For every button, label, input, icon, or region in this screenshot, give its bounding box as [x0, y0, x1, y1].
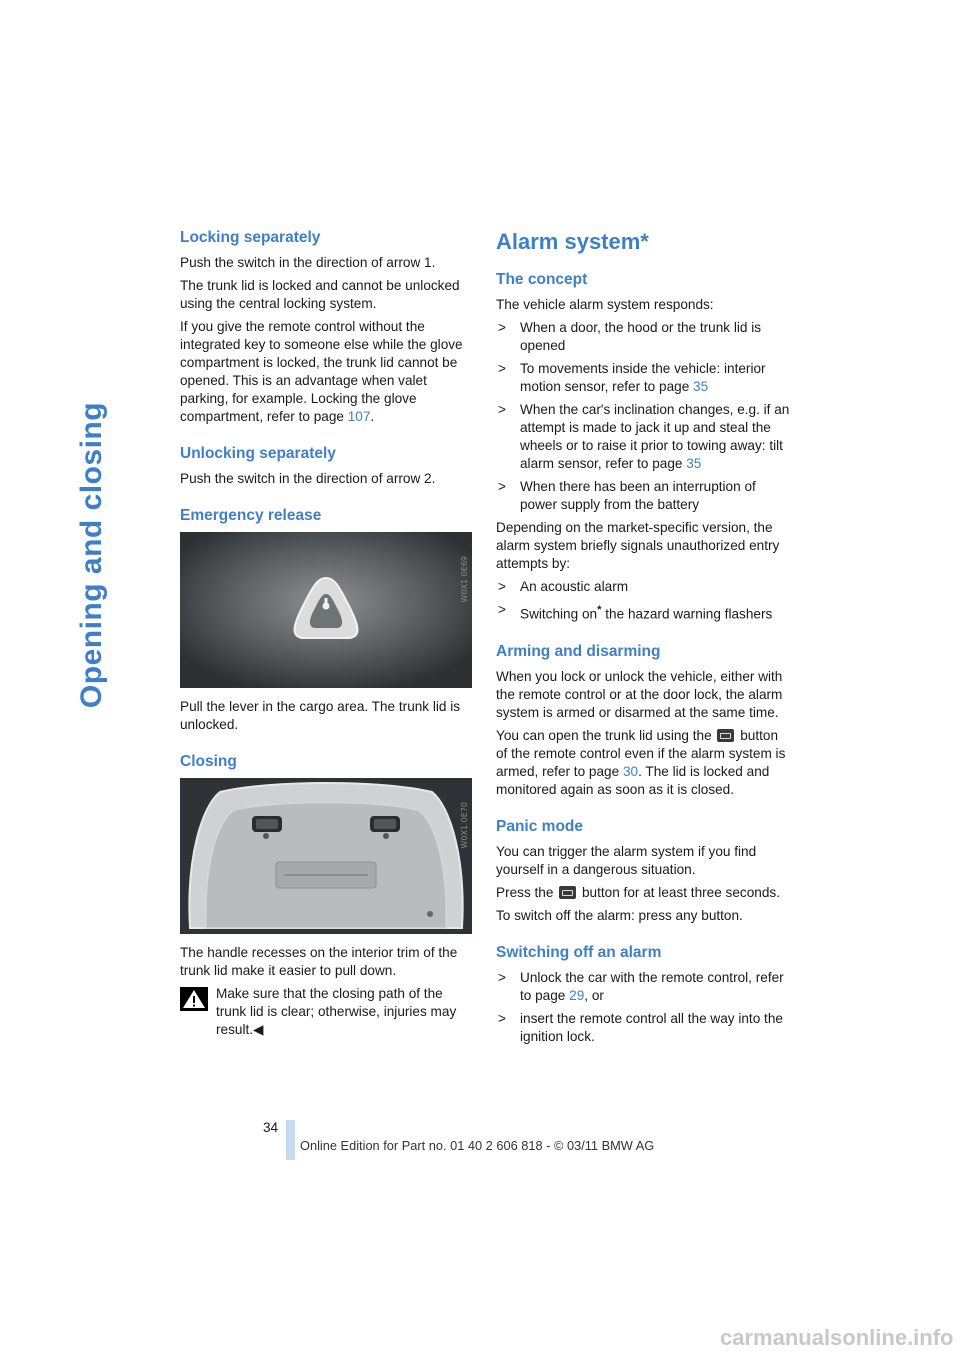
warning-text: Make sure that the closing path of the trunk lid is clear; otherwise, injuries may result.	[216, 986, 457, 1037]
panic-p2-text: button for at least three seconds.	[581, 884, 780, 900]
heading-switching-off-alarm: Switching off an alarm	[496, 943, 662, 961]
list-item	[496, 969, 790, 1005]
list-item-text: the hazard warning flashers	[601, 606, 773, 622]
list-item-text: , or	[584, 987, 604, 1003]
list-item-text: To movements inside the vehicle: interior motion sensor, refer to page	[520, 361, 766, 394]
arming-p2-text: . The lid is locked and monitored again as soon as it is closed.	[496, 763, 770, 797]
list-item-text: Unlock the car with the remote control, refer to page	[520, 969, 784, 1003]
list-item-text: When there has been an interruption of power supply from the battery	[520, 479, 756, 512]
warning-triangle-icon	[180, 987, 208, 1011]
heading-the-concept: The concept	[496, 271, 588, 288]
heading-alarm-system: Alarm system*	[496, 229, 649, 254]
heading-arming-disarming: Arming and disarming	[496, 642, 661, 660]
page-link-107[interactable]: 107	[347, 409, 371, 424]
site-watermark: carmanualsonline.info	[720, 1325, 954, 1350]
emergency-p1: Pull the lever in the cargo area. The trunk lid is unlocked.	[180, 699, 461, 732]
bullet: >	[498, 320, 506, 335]
panic-p1: You can trigger the alarm system if you find yourself in a dangerous situation.	[496, 843, 757, 877]
panic-p2	[496, 884, 790, 902]
left-column	[180, 228, 472, 1039]
locking-p2: The trunk lid is locked and cannot be unlocked using the central locking system.	[180, 278, 460, 311]
trunk-button-icon	[559, 886, 576, 899]
panic-p2-text: Press the	[496, 884, 554, 900]
page-number: 34	[263, 1120, 279, 1135]
edition-note: Online Edition for Part no. 01 40 2 606 818 - © 03/11 BMW AG	[300, 1138, 655, 1153]
page-link-35[interactable]: 35	[693, 379, 709, 394]
bullet: >	[498, 602, 506, 617]
locking-p3-text: If you give the remote control without the integrated key to someone else while the glove compartment is locked, the trunk lid cannot be opened. This is an advantage when valet parking, for example. Locking the glove compartment, refer to page	[180, 319, 463, 424]
end-mark: ◀	[253, 1022, 264, 1037]
list-item-text: insert the remote control all the way into the ignition lock.	[520, 1010, 783, 1044]
list-item	[496, 601, 790, 624]
panic-p3: To switch off the alarm: press any button.	[496, 907, 743, 923]
bullet: >	[498, 1010, 506, 1026]
emergency-release-illustration	[180, 532, 472, 688]
trunk-button-icon	[717, 729, 734, 742]
page-link-30[interactable]: 30	[622, 763, 639, 779]
list-item	[496, 478, 790, 514]
bullet: >	[498, 402, 506, 417]
heading-emergency-release: Emergency release	[180, 507, 322, 524]
list-item-text: When a door, the hood or the trunk lid is opened	[520, 320, 762, 353]
locking-p3-end: .	[370, 409, 375, 424]
list-item	[496, 1010, 790, 1046]
list-item	[496, 319, 790, 355]
optional-asterisk: *	[597, 604, 602, 616]
concept-list	[496, 319, 790, 514]
page-link-35[interactable]: 35	[686, 456, 702, 471]
signal-list	[496, 578, 790, 624]
heading-closing: Closing	[180, 753, 237, 770]
list-item-text: An acoustic alarm	[520, 579, 629, 594]
figure-code: W0X1 0E69	[460, 556, 469, 603]
list-item-text: Switching on	[520, 606, 598, 622]
heading-panic-mode: Panic mode	[496, 817, 583, 835]
list-item	[496, 578, 790, 596]
arming-p2-text: You can open the trunk lid using the	[496, 727, 712, 743]
trunk-lid-image	[180, 778, 472, 934]
bullet: >	[498, 361, 506, 376]
trunk-lid-illustration	[180, 778, 472, 934]
bullet: >	[498, 479, 506, 494]
footer-accent-bar	[286, 1120, 295, 1160]
right-column	[496, 228, 790, 1051]
closing-p1: The handle recesses on the interior trim of the trunk lid make it easier to pull down.	[180, 945, 458, 978]
unlocking-p1: Push the switch in the direction of arrow 2.	[180, 471, 436, 486]
heading-locking-separately: Locking separately	[180, 229, 321, 246]
switch-off-list	[496, 969, 790, 1046]
emergency-release-image	[180, 532, 472, 688]
concept-intro: The vehicle alarm system responds:	[496, 297, 714, 312]
bullet: >	[498, 969, 506, 985]
arming-p2-text: button of the remote control even if the alarm system is armed, refer to page	[496, 727, 786, 779]
list-item	[496, 360, 790, 396]
chapter-title: Opening and closing	[75, 401, 108, 709]
arming-p2	[496, 727, 790, 799]
figure-code: W0X1 0E70	[460, 802, 469, 849]
concept-p2: Depending on the market-specific version, the alarm system briefly signals unauthorized entry attempts by:	[496, 520, 780, 571]
chapter-sidebar	[12, 230, 172, 880]
arming-p1: When you lock or unlock the vehicle, either with the remote control or at the door lock, the alarm system is armed or disarmed at the same time.	[496, 668, 783, 720]
bullet: >	[498, 579, 506, 594]
warning-note	[180, 985, 472, 1039]
heading-unlocking-separately: Unlocking separately	[180, 445, 336, 462]
locking-p3	[180, 318, 472, 426]
list-item	[496, 401, 790, 473]
locking-p1: Push the switch in the direction of arrow 1.	[180, 255, 436, 270]
list-item-text: When the car's inclination changes, e.g. if an attempt is made to jack it up and steal the wheels or to raise it prior to towing away: tilt alarm sensor, refer to page	[520, 402, 790, 471]
page-link-29[interactable]: 29	[569, 987, 585, 1003]
